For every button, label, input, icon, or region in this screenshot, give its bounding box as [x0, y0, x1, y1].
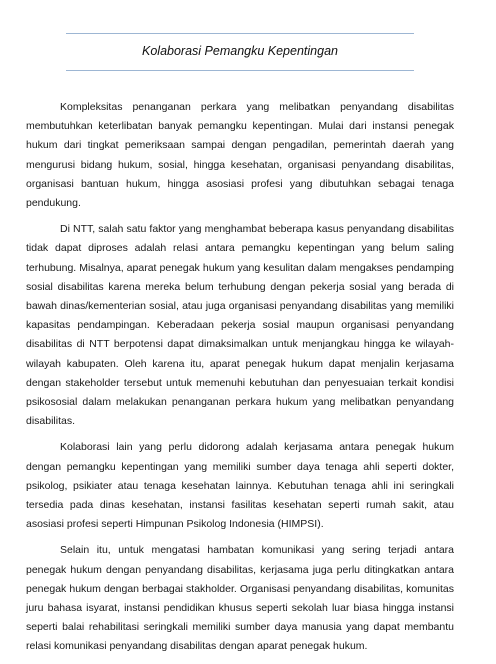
paragraph-1: Kompleksitas penanganan perkara yang melibatkan penyandang disabilitas membutuhkan keterlibatan banyak pemangku kepentingan. Mulai dari instansi penegak hukum dari tingkat pemeriksaan sampai dengan pengadilan, pemerintah daerah yang mengurusi bidang hukum, sosial, hingga kesehatan, organisasi penyandang disabilitas, organisasi bantuan hukum, hingga asosiasi profesi yang dibutuhkan sebagai tenaga pendukung. [26, 101, 454, 210]
page-title: Kolaborasi Pemangku Kepentingan [142, 44, 338, 58]
document-body [26, 98, 454, 664]
paragraph-3: Kolaborasi lain yang perlu didorong adalah kerjasama antara penegak hukum dengan pemangku kepentingan yang memiliki sumber daya tenaga ahli seperti dokter, psikolog, psikiater atau tenaga kesehatan lainnya. Kebutuhan tenaga ahli ini seringkali tersedia pada dinas kesehatan, instansi fasilitas kesehatan seperti rumah sakit, atau asosiasi profesi seperti Himpunan Psikolog Indonesia (HIMPSI). [26, 441, 454, 531]
title-rule-top [66, 33, 414, 34]
paragraph-2: Di NTT, salah satu faktor yang menghambat beberapa kasus penyandang disabilitas tidak dapat diproses adalah relasi antara pemangku kepentingan yang belum saling terhubung. Misalnya, aparat penegak hukum yang kesulitan dalam mengakses pendamping sosial disabilitas karena mereka belum terhubung dengan pekerja sosial yang berada di bawah dinas/kementerian sosial, atau juga organisasi penyandang disabilitas yang memiliki kapasitas pendampingan. Keberadaan pekerja sosial maupun organisasi penyandang disabilitas di NTT berpotensi dapat dimaksimalkan untuk menjangkau hingga ke wilayah-wilayah kabupaten. Oleh karena itu, aparat penegak hukum dapat menjalin kerjasama dengan stakeholder tersebut untuk memenuhi kebutuhan dan penyesuaian terkait kondisi psikososial dalam melakukan penanganan perkara hukum yang melibatkan penyandang disabilitas. [26, 223, 454, 428]
title-rule-bottom [66, 70, 414, 71]
paragraph-4: Selain itu, untuk mengatasi hambatan komunikasi yang sering terjadi antara penegak hukum dengan penyandang disabilitas, kerjasama juga perlu ditingkatkan antara penegak hukum dengan berbagai stakholder. Organisasi penyandang disabilitas, komunitas juru bahasa isyarat, instansi pendidikan khusus seperti sekolah luar biasa hingga instansi seperti balai rehabilitasi seringkali memiliki sumber daya manusia yang dapat membantu relasi komunikasi penyandang disabilitas dengan aparat penegak hukum. [26, 544, 454, 653]
